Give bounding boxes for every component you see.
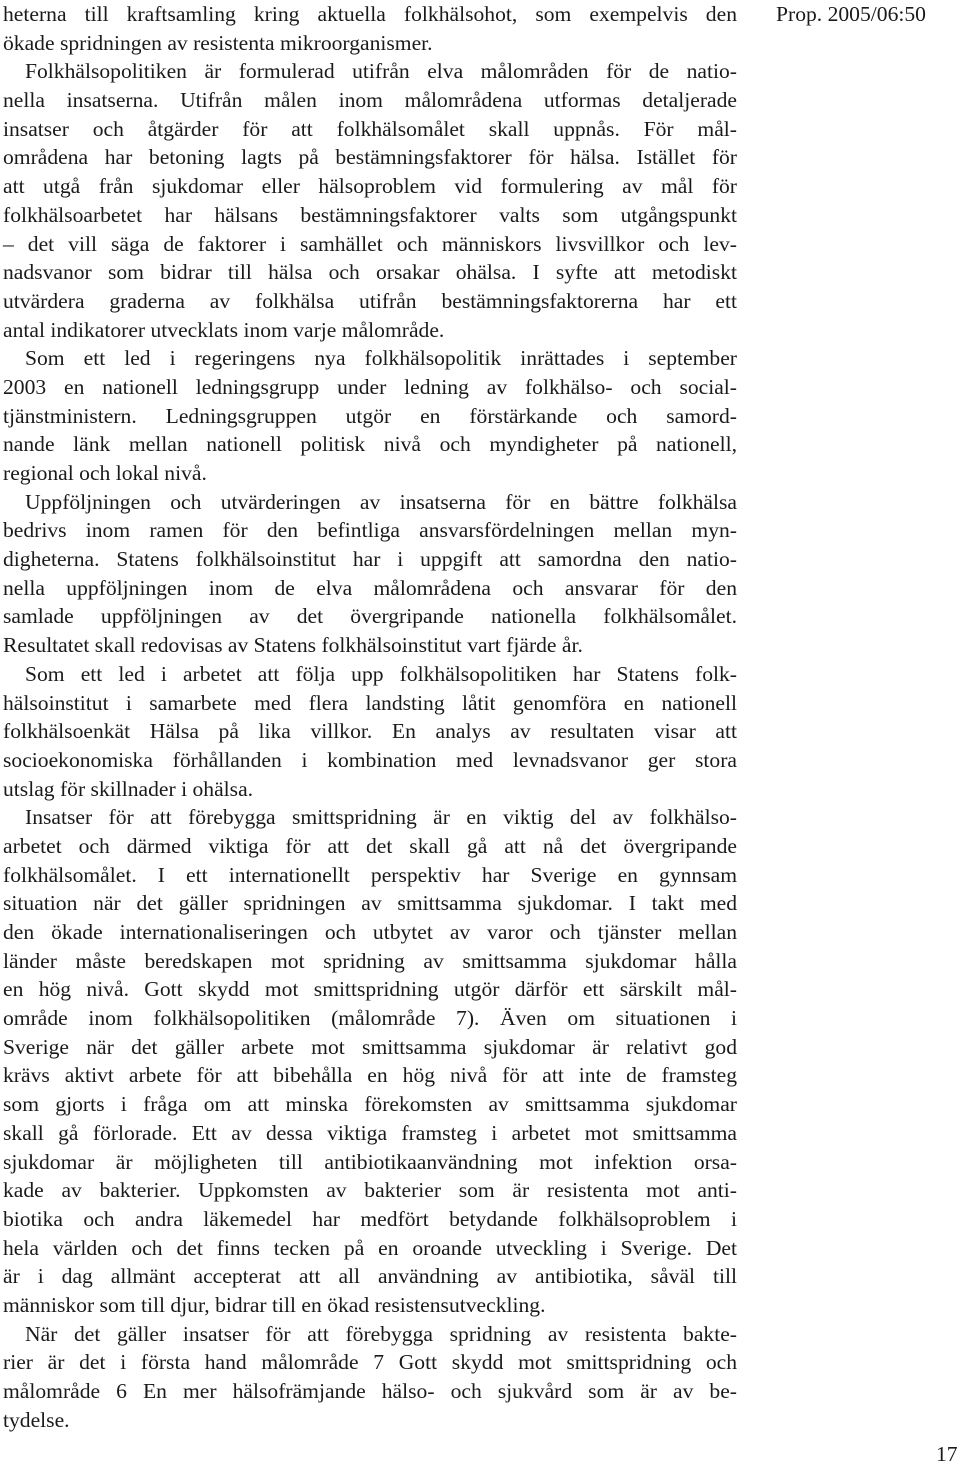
text-line: regional och lokal nivå.	[3, 461, 207, 485]
text-line: Sverige när det gäller arbete mot smittsamma sjukdomar är relativt god	[3, 1034, 737, 1059]
text-line: nella uppföljningen inom de elva målområdena och ansvarar för den	[3, 575, 737, 600]
text-line: situation när det gäller spridningen av smittsamma sjukdomar. I takt med	[3, 891, 737, 916]
text-line: samlade uppföljningen av det övergripande nationella folkhälsomålet.	[3, 604, 737, 629]
text-line: tjänstministern. Ledningsgruppen utgör en förstärkande och samord-	[3, 403, 737, 428]
text-line: insatser och åtgärder för att folkhälsomålet skall uppnås. För mål-	[3, 116, 737, 141]
page-number: 17	[936, 1442, 958, 1466]
text-line: områdena har betoning lagts på bestämningsfaktorer för hälsa. Istället för	[3, 145, 737, 170]
text-line: Resultatet skall redovisas av Statens folkhälsoinstitut vart fjärde år.	[3, 633, 583, 658]
text-line: skall gå förlorade. Ett av dessa viktiga framsteg i arbetet mot smittsamma	[3, 1120, 737, 1145]
paragraph	[3, 57, 737, 344]
text-line: Insatser för att förebygga smittspridning är en viktig del av folkhälso-	[25, 805, 737, 830]
paragraph	[3, 660, 737, 803]
paragraph	[3, 488, 737, 660]
text-line: Folkhälsopolitiken är formulerad utifrån elva målområden för de natio-	[25, 59, 737, 84]
body-text	[3, 0, 737, 1434]
text-line: område inom folkhälsopolitiken (målområde 7). Även om situationen i	[3, 1006, 737, 1031]
text-line: hela världen och det finns tecken på en oroande utveckling i Sverige. Det	[3, 1235, 737, 1260]
text-line: tydelse.	[3, 1407, 70, 1432]
text-line: Som ett led i arbetet att följa upp folkhälsopolitiken har Statens folk-	[25, 661, 737, 686]
text-line: att utgå från sjukdomar eller hälsoproblem vid formulering av mål för	[3, 174, 737, 199]
text-line: kade av bakterier. Uppkomsten av bakterier som är resistenta mot anti-	[3, 1178, 737, 1203]
text-line: utvärdera graderna av folkhälsa utifrån bestämningsfaktorerna har ett	[3, 288, 737, 313]
paragraph	[3, 344, 737, 487]
text-line: Som ett led i regeringens nya folkhälsopolitik inrättades i september	[25, 346, 737, 371]
text-line: krävs aktivt arbete för att bibehålla en hög nivå för att inte de framsteg	[3, 1063, 737, 1088]
proposition-reference: Prop. 2005/06:50	[776, 2, 926, 26]
text-line: nande länk mellan nationell politisk nivå och myndigheter på nationell,	[3, 432, 737, 457]
text-line: den ökade internationaliseringen och utbytet av varor och tjänster mellan	[3, 920, 737, 944]
text-line: antal indikatorer utvecklats inom varje målområde.	[3, 317, 445, 342]
text-line: utslag för skillnader i ohälsa.	[3, 776, 254, 801]
text-line: Uppföljningen och utvärderingen av insatserna för en bättre folkhälsa	[25, 489, 737, 514]
text-line: hälsoinstitut i samarbete med flera landsting låtit genomföra en nationell	[3, 690, 737, 715]
text-line: bedrivs inom ramen för den befintliga ansvarsfördelningen mellan myn-	[3, 518, 737, 543]
text-line: arbetet och därmed viktiga för att det skall gå att nå det övergripande	[3, 833, 737, 858]
text-line: människor som till djur, bidrar till en ökad resistensutveckling.	[3, 1292, 546, 1317]
text-line: en hög nivå. Gott skydd mot smittspridning utgör därför ett särskilt mål-	[3, 977, 737, 1002]
text-line: biotika och andra läkemedel har medfört betydande folkhälsoproblem i	[3, 1206, 737, 1231]
text-line: målområde 6 En mer hälsofrämjande hälso- och sjukvård som är av be-	[3, 1379, 737, 1403]
text-line: är i dag allmänt accepterat att all användning av antibiotika, såväl till	[3, 1264, 737, 1289]
text-line: folkhälsoenkät Hälsa på lika villkor. En analys av resultaten visar att	[3, 719, 737, 744]
text-line: folkhälsoarbetet har hälsans bestämningsfaktorer valts som utgångspunkt	[3, 202, 737, 227]
text-line: heterna till kraftsamling kring aktuella folkhälsohot, som exempelvis den	[3, 2, 737, 26]
text-line: sjukdomar är möjligheten till antibiotikaanvändning mot infektion orsa-	[3, 1149, 737, 1174]
text-line: ökade spridningen av resistenta mikroorganismer.	[3, 30, 433, 55]
text-line: rier är det i första hand målområde 7 Gott skydd mot smittspridning och	[3, 1350, 737, 1375]
text-line: – det vill säga de faktorer i samhället och människors livsvillkor och lev-	[3, 231, 737, 256]
paragraph	[3, 0, 737, 57]
paragraph	[3, 803, 737, 1319]
text-line: nadsvanor som bidrar till hälsa och orsakar ohälsa. I syfte att metodiskt	[3, 260, 737, 285]
text-line: digheterna. Statens folkhälsoinstitut har i uppgift att samordna den natio-	[3, 547, 737, 572]
text-line: länder måste beredskapen mot spridning av smittsamma sjukdomar hålla	[3, 948, 737, 973]
text-line: folkhälsomålet. I ett internationellt perspektiv har Sverige en gynnsam	[3, 862, 737, 887]
text-line: När det gäller insatser för att förebygga spridning av resistenta bakte-	[25, 1321, 737, 1346]
text-line: socioekonomiska förhållanden i kombination med levnadsvanor ger stora	[3, 747, 737, 772]
text-line: 2003 en nationell ledningsgrupp under ledning av folkhälso- och social-	[3, 374, 737, 399]
text-line: som gjorts i fråga om att minska förekomsten av smittsamma sjukdomar	[3, 1092, 737, 1117]
paragraph	[3, 1320, 737, 1435]
text-line: nella insatserna. Utifrån målen inom målområdena utformas detaljerade	[3, 88, 737, 113]
